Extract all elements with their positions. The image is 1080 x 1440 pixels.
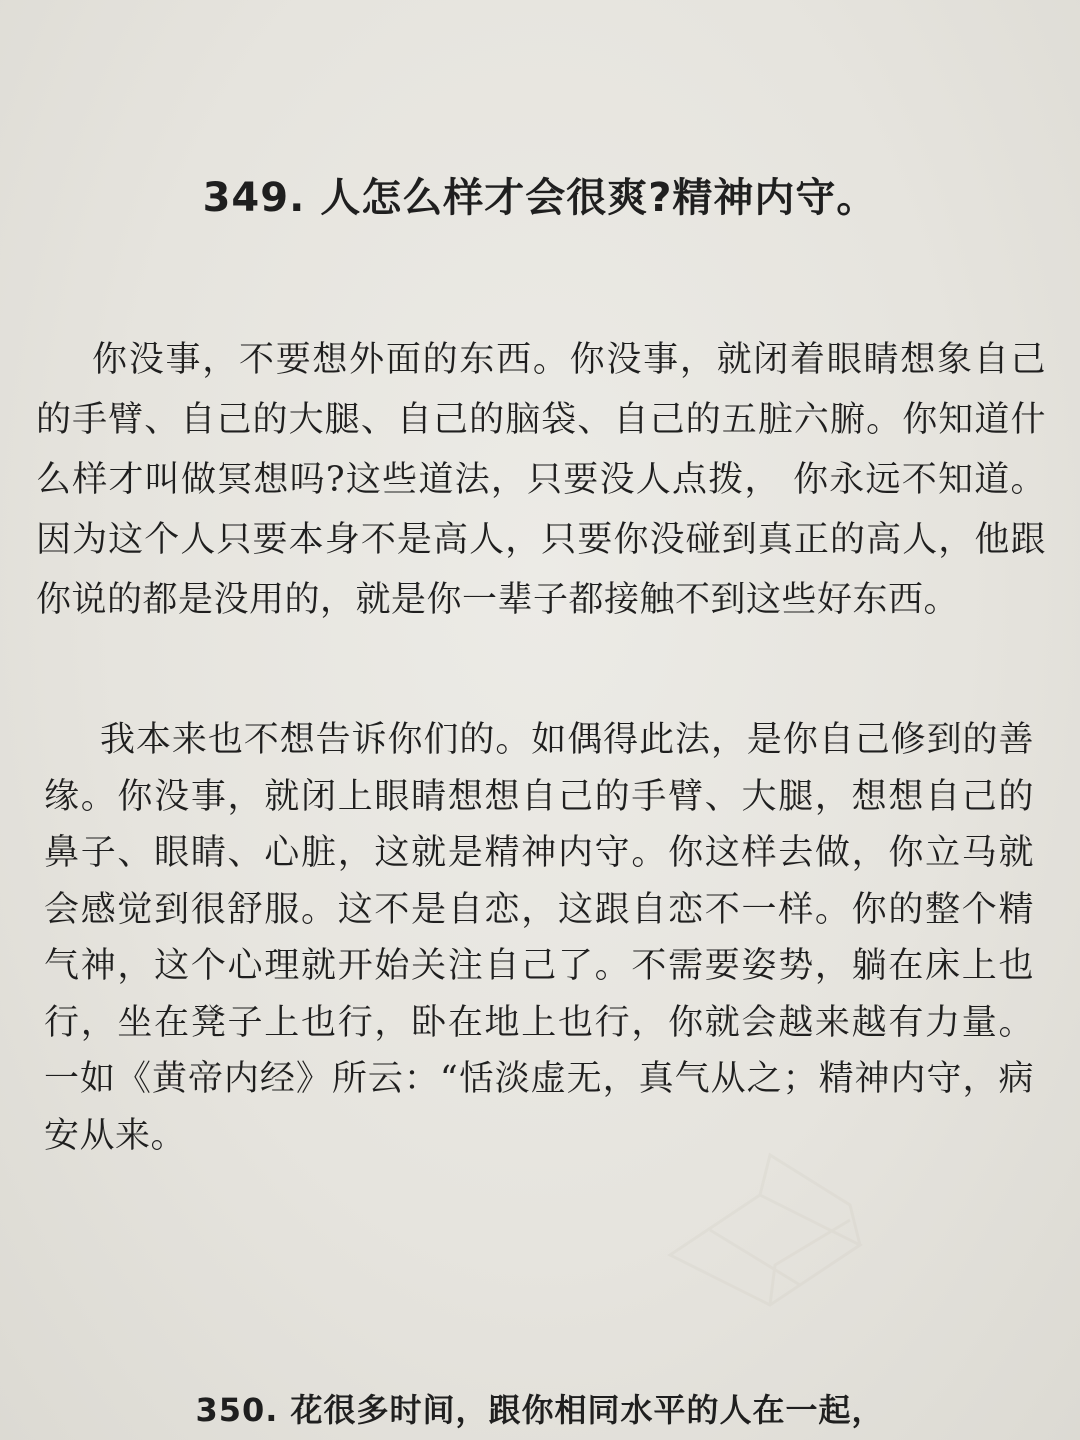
faded-book-watermark-icon: [650, 1135, 880, 1315]
section-349-paragraph-2: 我本来也不想告诉你们的。如偶得此法，是你自己修到的善缘。你没事，就闭上眼睛想想自己的手臂、大腿，想想自己的鼻子、眼睛、心脏，这就是精神内守。你这样去做，你立马就会感觉到很舒服。这不是自恋，这跟自恋不一样。你的整个精气神，这个心理就开始关注自己了。不需要姿势，躺在床上也行，坐在凳子上也行，卧在地上也行，你就会越来越有力量。一如《黄帝内经》所云：“恬淡虚无，真气从之；精神内守，病安从来。: [44, 720, 1034, 1156]
section-349-heading: 349. 人怎么样才会很爽?精神内守。: [202, 175, 878, 221]
section-350-heading: 350. 花很多时间，跟你相同水平的人在一起，: [195, 1391, 885, 1429]
section-349-paragraph-1: 你没事，不要想外面的东西。你没事，就闭着眼睛想象自己的手臂、自己的大腿、自己的脑袋、自己的五脏六腑。你知道什么样才叫做冥想吗?这些道法，只要没人点拨， 你永远不知道。因为这个人只要本身不是高人，只要你没碰到真正的高人，他跟你说的都是没用的，就是你一辈子都接触不到这些好东西。: [36, 340, 1046, 620]
